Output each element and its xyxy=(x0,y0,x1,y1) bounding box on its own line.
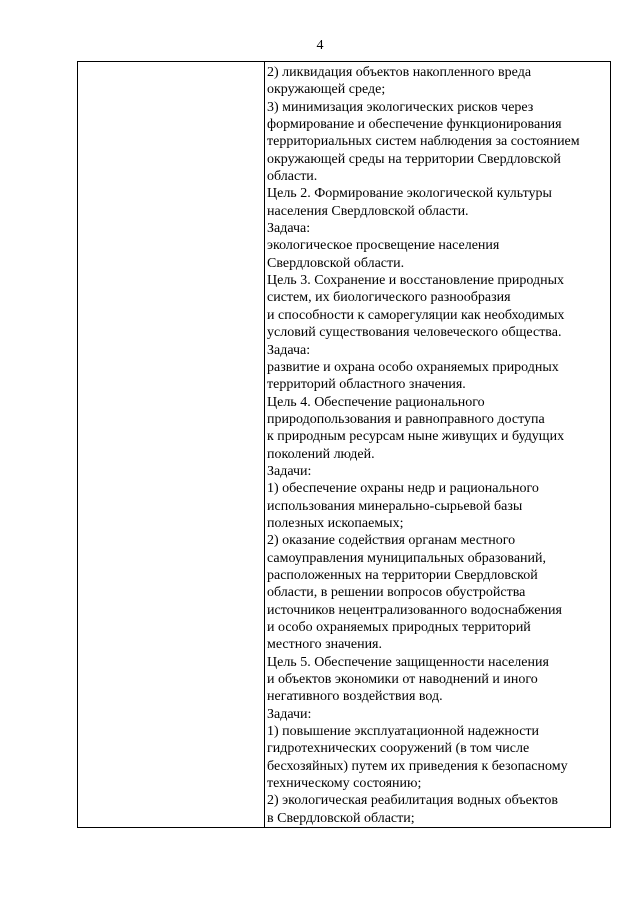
text-line: полезных ископаемых; xyxy=(267,515,404,531)
page-number: 4 xyxy=(316,38,324,53)
text-line: Задачи: xyxy=(267,463,312,479)
text-line: техническому состоянию; xyxy=(267,776,422,792)
text-line: Цель 4. Обеспечение рационального xyxy=(267,394,485,410)
text-line: и способности к саморегуляции как необходимых xyxy=(267,307,565,323)
text-line: условий существования человеческого общества. xyxy=(267,325,562,341)
text-line: Задача: xyxy=(267,342,311,358)
text-line: использования минерально-сырьевой базы xyxy=(267,498,523,514)
text-line: области, в решении вопросов обустройства xyxy=(267,585,526,601)
text-line: Цель 5. Обеспечение защищенности населения xyxy=(267,654,549,670)
text-line: территорий областного значения. xyxy=(267,377,466,393)
text-line: самоуправления муниципальных образований, xyxy=(267,550,547,566)
text-line: к природным ресурсам ныне живущих и будущих xyxy=(267,429,565,445)
content-table xyxy=(77,61,611,828)
text-line: и объектов экономики от наводнений и иного xyxy=(267,672,538,688)
text-line: 1) обеспечение охраны недр и рационального xyxy=(267,481,539,497)
text-line: области. xyxy=(267,169,318,185)
text-line: негативного воздействия вод. xyxy=(267,689,443,705)
text-line: Задачи: xyxy=(267,706,312,722)
table-row xyxy=(78,62,611,828)
text-line: экологическое просвещение населения xyxy=(267,238,500,254)
text-line: природопользования и равноправного доступа xyxy=(267,411,545,427)
text-line: населения Свердловской области. xyxy=(267,203,469,219)
text-line: 2) ликвидация объектов накопленного вреда xyxy=(267,65,532,80)
text-line: местного значения. xyxy=(267,637,382,653)
text-line: территориальных систем наблюдения за состоянием xyxy=(267,134,580,150)
right-cell-text xyxy=(265,62,610,827)
text-line: и особо охраняемых природных территорий xyxy=(267,620,531,635)
text-line: 1) повышение эксплуатационной надежности xyxy=(267,724,540,740)
text-line: 2) оказание содействия органам местного xyxy=(267,533,516,549)
text-line: гидротехнических сооружений (в том числе xyxy=(267,741,530,757)
text-line: Цель 2. Формирование экологической культуры xyxy=(267,186,552,202)
left-cell xyxy=(78,62,265,828)
right-cell xyxy=(265,62,611,828)
text-line: Свердловской области. xyxy=(267,255,405,271)
text-line: расположенных на территории Свердловской xyxy=(267,567,538,583)
text-line: окружающей среде; xyxy=(267,82,386,98)
text-line: систем, их биологического разнообразия xyxy=(267,290,511,306)
text-line: формирование и обеспечение функционирования xyxy=(267,117,562,133)
text-line: поколений людей. xyxy=(267,446,375,462)
text-line: бесхозяйных) путем их приведения к безопасному xyxy=(267,758,568,774)
text-line: окружающей среды на территории Свердловской xyxy=(267,151,561,167)
text-line: 3) минимизация экологических рисков через xyxy=(267,99,534,115)
text-line: Цель 3. Сохранение и восстановление природных xyxy=(267,273,565,289)
left-cell-text xyxy=(78,62,264,64)
text-line: источников нецентрализованного водоснабжения xyxy=(267,602,562,618)
text-line: развитие и охрана особо охраняемых природных xyxy=(267,359,559,375)
text-line: 2) экологическая реабилитация водных объектов xyxy=(267,793,558,809)
text-line: в Свердловской области; xyxy=(267,810,415,826)
text-line: Задача: xyxy=(267,221,311,237)
